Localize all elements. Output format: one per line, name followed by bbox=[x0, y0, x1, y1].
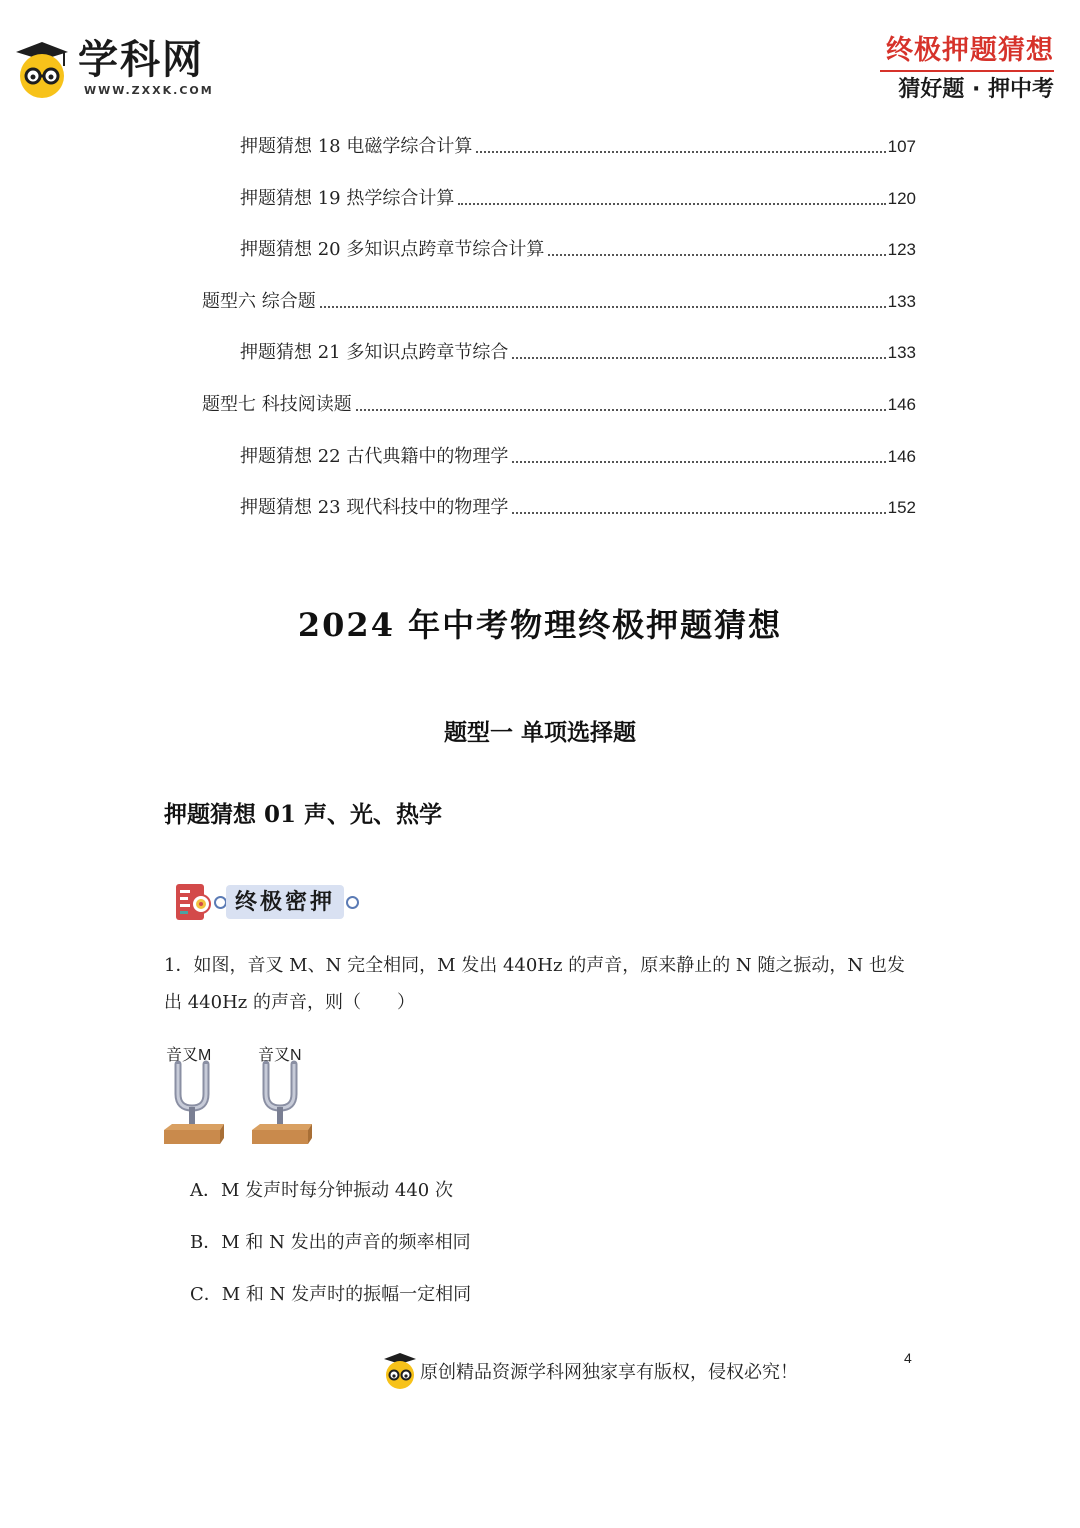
mascot-icon bbox=[382, 1350, 418, 1390]
site-logo[interactable] bbox=[12, 36, 212, 102]
toc-entry[interactable] bbox=[240, 134, 916, 160]
toc-leader bbox=[512, 357, 885, 359]
toc-entry[interactable] bbox=[240, 186, 916, 212]
page-title: 2024 年中考物理终极押题猜想 bbox=[297, 606, 783, 644]
toc-page: 152 bbox=[887, 498, 916, 517]
toc-label: 题型六 综合题 bbox=[202, 291, 316, 312]
tuning-fork-figure bbox=[162, 1060, 322, 1150]
tuning-fork-m-icon bbox=[164, 1064, 224, 1144]
toc-entry[interactable] bbox=[240, 340, 916, 366]
page-number: 4 bbox=[904, 1350, 912, 1366]
toc-leader bbox=[320, 306, 886, 308]
mascot-icon bbox=[12, 36, 74, 102]
option-c[interactable]: C．M 和 N 发声时的振幅一定相同 bbox=[190, 1284, 472, 1305]
question-text-line2: 出 440Hz 的声音，则（ ） bbox=[164, 992, 415, 1013]
toc-label: 押题猜想 18 电磁学综合计算 bbox=[240, 136, 473, 157]
toc-entry[interactable] bbox=[240, 495, 916, 521]
question-text-line1: 1．如图，音叉 M、N 完全相同，M 发出 440Hz 的声音，原来静止的 N 随之振动，N 也发 bbox=[164, 955, 905, 976]
toc-label: 题型七 科技阅读题 bbox=[202, 394, 352, 415]
toc-page: 107 bbox=[887, 137, 916, 156]
toc-page: 146 bbox=[887, 395, 916, 414]
option-a[interactable]: A．M 发声时每分钟振动 440 次 bbox=[190, 1180, 453, 1201]
brand-divider bbox=[880, 70, 1054, 72]
toc-page: 123 bbox=[887, 240, 916, 259]
toc-entry[interactable] bbox=[240, 444, 916, 470]
toc-page: 120 bbox=[887, 189, 916, 208]
toc-leader bbox=[512, 512, 885, 514]
badge-dot-right bbox=[346, 896, 359, 909]
logo-text: 学科网 bbox=[78, 37, 204, 83]
toc-label: 押题猜想 19 热学综合计算 bbox=[240, 188, 455, 209]
toc-leader bbox=[356, 409, 886, 411]
toc-label: 押题猜想 20 多知识点跨章节综合计算 bbox=[240, 239, 545, 260]
badge-label: 终极密押 bbox=[226, 885, 344, 919]
toc-entry[interactable] bbox=[202, 289, 916, 315]
toc-label: 押题猜想 21 多知识点跨章节综合 bbox=[240, 342, 509, 363]
toc-page: 133 bbox=[887, 292, 916, 311]
brand-slogan bbox=[874, 34, 1054, 105]
toc-leader bbox=[512, 461, 885, 463]
toc-leader bbox=[476, 151, 885, 153]
toc-page: 133 bbox=[887, 343, 916, 362]
brand-subtitle: 猜好题 · 押中考 bbox=[898, 77, 1054, 102]
toc-page: 146 bbox=[887, 447, 916, 466]
logo-url: WWW.ZXXK.COM bbox=[84, 84, 214, 97]
copyright-text: 原创精品资源学科网独家享有版权，侵权必究！ bbox=[420, 1362, 798, 1383]
topic-heading: 押题猜想 01 声、光、热学 bbox=[164, 801, 443, 828]
option-b[interactable]: B．M 和 N 发出的声音的频率相同 bbox=[190, 1232, 471, 1253]
toc-leader bbox=[458, 203, 885, 205]
toc-entry[interactable] bbox=[240, 237, 916, 263]
tuning-fork-n-icon bbox=[252, 1064, 312, 1144]
fork-label-n: 音叉N bbox=[258, 1047, 302, 1064]
section-title: 题型一 单项选择题 bbox=[443, 719, 636, 746]
fork-label-m: 音叉M bbox=[166, 1047, 212, 1064]
brand-title: 终极押题猜想 bbox=[886, 35, 1054, 66]
toc-leader bbox=[548, 254, 885, 256]
target-board-icon bbox=[174, 882, 214, 922]
toc-label: 押题猜想 22 古代典籍中的物理学 bbox=[240, 446, 509, 467]
toc-entry[interactable] bbox=[202, 392, 916, 418]
toc-label: 押题猜想 23 现代科技中的物理学 bbox=[240, 497, 509, 518]
